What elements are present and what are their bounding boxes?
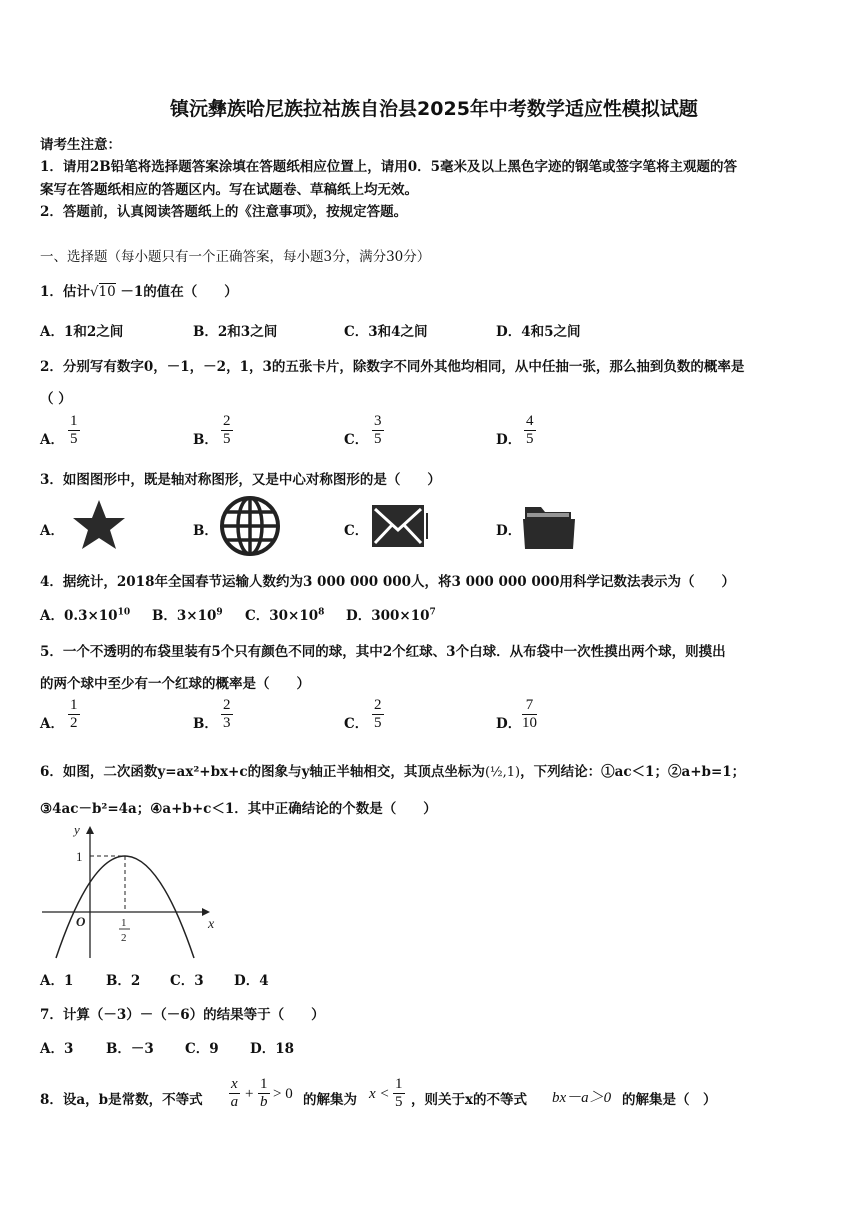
envelope-icon	[370, 503, 430, 549]
q1-suffix: －1的值在（ ）	[120, 284, 238, 300]
q5-option-a[interactable]: A．	[40, 716, 64, 732]
notice-line-1b: 案写在答题纸相应的答题区内。写在试题卷、草稿纸上均无效。	[40, 182, 418, 198]
x-tick-numerator: 1	[121, 917, 127, 929]
q8-fraction-1-over-b: 1 b	[260, 1076, 268, 1110]
q6-vertex: (½,1)	[484, 765, 521, 780]
q7-option-b[interactable]: B．－3	[106, 1041, 154, 1057]
q3-option-d[interactable]: D．	[496, 523, 522, 539]
q6-option-a[interactable]: A．1	[40, 973, 74, 989]
q8-end: 的解集是（ ）	[622, 1092, 717, 1108]
q1-radicand: 10	[98, 284, 116, 300]
q5-fraction-c: 2 5	[374, 697, 382, 731]
q2-option-a[interactable]: A．	[40, 432, 64, 448]
plus-sign: +	[245, 1086, 254, 1102]
star-icon	[70, 497, 128, 553]
q2-fraction-b: 2 5	[223, 413, 231, 447]
notice-line-1: 1．请用2B铅笔将选择题答案涂填在答题纸相应位置上，请用0．5毫米及以上黑色字迹的钢笔或签字笔将主观题的答	[40, 159, 737, 175]
q3-option-b[interactable]: B．	[193, 523, 218, 539]
q2-option-c[interactable]: C．	[344, 432, 369, 448]
q1-prefix: 1．估计	[40, 284, 90, 300]
q4-option-b[interactable]: B．$3\times 10^9$	[152, 607, 223, 624]
q6-line-1a: 6．如图，二次函数y=ax²+bx+c的图象与y轴正半轴相交，其顶点坐标为	[40, 764, 485, 780]
x-tick-denominator: 2	[121, 932, 127, 944]
question-1	[40, 280, 238, 300]
greater-zero: > 0	[273, 1086, 293, 1102]
q5-fraction-b: 2 3	[223, 697, 231, 731]
notice-heading: 请考生注意：	[40, 137, 121, 153]
q5-option-b[interactable]: B．	[193, 716, 218, 732]
q6-option-b[interactable]: B．2	[106, 973, 141, 989]
q2-fraction-c: 3 5	[374, 413, 382, 447]
q4-option-c[interactable]: C．$30\times 10^8$	[245, 607, 325, 624]
q4-option-d[interactable]: D．$300\times 10^7$	[346, 607, 436, 624]
q8-fraction-x-over-a: x a	[230, 1076, 239, 1110]
q8-inequality: bx－a＞0	[552, 1090, 612, 1106]
q3-option-a[interactable]: A．	[40, 523, 64, 539]
origin-label: O	[76, 914, 86, 929]
folder-icon	[521, 499, 579, 553]
q1-option-d[interactable]: D．4和5之间	[496, 324, 581, 340]
globe-icon	[218, 495, 282, 557]
q2-line-2: （ ）	[40, 391, 72, 407]
sqrt-symbol: √	[89, 284, 99, 300]
notice-line-2: 2．答题前，认真阅读答题纸上的《注意事项》，按规定答题。	[40, 204, 408, 220]
x-less-than: x <	[369, 1086, 390, 1102]
x-axis-label: x	[208, 917, 215, 932]
q3-option-c[interactable]: C．	[344, 523, 369, 539]
q1-option-c[interactable]: C．3和4之间	[344, 324, 428, 340]
q5-option-c[interactable]: C．	[344, 716, 369, 732]
q4-option-a[interactable]: A．$0.3\times 10^{10}$	[40, 607, 131, 624]
parabola-graph	[40, 822, 225, 960]
q8-mid: 的解集为	[303, 1092, 357, 1108]
q8-fraction-1-over-5: 1 5	[395, 1076, 403, 1110]
q6-line-2: ③4ac－b²=4a；④a+b+c＜1．其中正确结论的个数是（ ）	[40, 801, 437, 817]
q5-fraction-d: 7 10	[522, 697, 537, 731]
q5-fraction-a: 1 2	[70, 697, 78, 731]
q2-line-1: 2．分别写有数字0，－1，－2，1，3的五张卡片，除数字不同外其他均相同，从中任抽一张，那么抽到负数的概率是	[40, 359, 745, 375]
section-heading: 一、选择题（每小题只有一个正确答案，每小题3分，满分30分）	[40, 249, 431, 265]
q6-line-1b: ，下列结论：①ac＜1；②a+b=1；	[520, 764, 746, 780]
q6-option-c[interactable]: C．3	[170, 973, 204, 989]
q7-text: 7．计算（－3）－（－6）的结果等于（ ）	[40, 1007, 325, 1023]
q7-option-c[interactable]: C．9	[185, 1041, 219, 1057]
q7-option-a[interactable]: A．3	[40, 1041, 74, 1057]
q2-fraction-d: 4 5	[526, 413, 534, 447]
y-axis-label: y	[74, 822, 80, 837]
q8-prefix: 8．设a，b是常数，不等式	[40, 1092, 203, 1108]
q6-option-d[interactable]: D．4	[234, 973, 269, 989]
q6-line-1	[40, 760, 745, 780]
y-tick-label: 1	[76, 849, 83, 864]
q7-option-d[interactable]: D．18	[250, 1041, 294, 1057]
q3-text: 3．如图图形中，既是轴对称图形，又是中心对称图形的是（ ）	[40, 472, 441, 488]
page-title: 镇沅彝族哈尼族拉祜族自治县2025年中考数学适应性模拟试题	[170, 98, 698, 120]
q1-option-a[interactable]: A．1和2之间	[40, 324, 124, 340]
q1-option-b[interactable]: B．2和3之间	[193, 324, 278, 340]
q5-line-2: 的两个球中至少有一个红球的概率是（ ）	[40, 676, 310, 692]
q5-line-1: 5．一个不透明的布袋里装有5个只有颜色不同的球，其中2个红球、3个白球．从布袋中一次性摸出两个球，则摸出	[40, 644, 726, 660]
q5-option-d[interactable]: D．	[496, 716, 522, 732]
q2-option-d[interactable]: D．	[496, 432, 522, 448]
q2-option-b[interactable]: B．	[193, 432, 218, 448]
q8-suffix: ，则关于x的不等式	[411, 1092, 528, 1108]
q4-text: 4．据统计，2018年全国春节运输人数约为3 000 000 000人，将3 000 000 000用科学记数法表示为（ ）	[40, 574, 736, 590]
q2-fraction-a: 1 5	[70, 413, 78, 447]
